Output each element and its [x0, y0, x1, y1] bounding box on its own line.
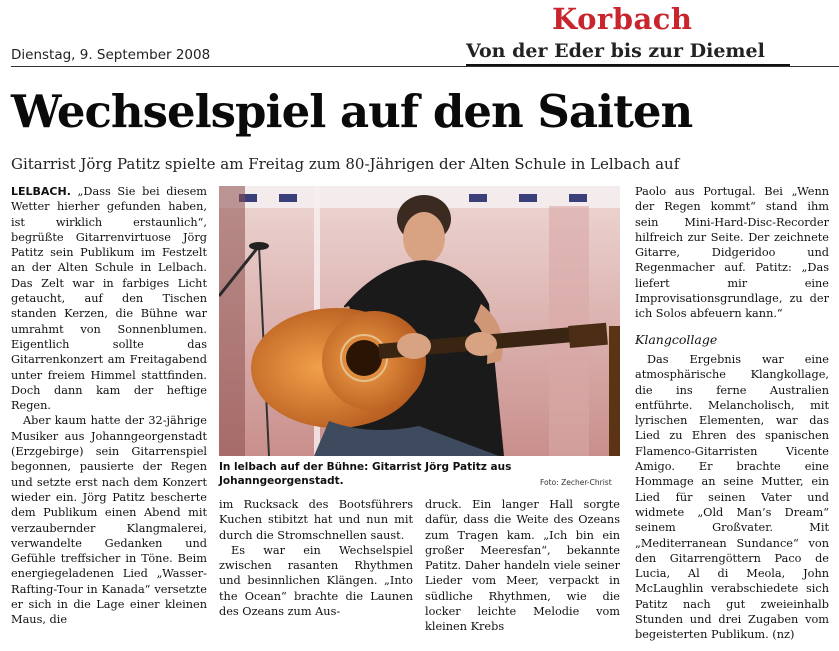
city-name: Korbach [552, 2, 693, 36]
paragraph: druck. Ein langer Hall sorgte dafür, dass die Weite des Ozeans zum Tragen kam. „Ich bin ein großer Meeresfan“, bekannte Patitz. Daher handeln viele seiner Lieder vom Meer, verpackt in südliche Rhythmen, wie die locker leichte Melodie vom kleinen Krebs [425, 498, 620, 634]
photo-credit: Foto: Zecher-Christ [540, 478, 612, 487]
paragraph: Aber kaum hatte der 32-jährige Musiker aus Johanngeorgenstadt (Erzgebirge) sein Gitarrenspiel begonnen, pausierte der Regen und setzte erst nach dem Konzert wieder ein. Jörg Patitz bescherte dem Publikum einen Abend mit verzaubernder Klangmalerei, verwandelte Gedanken und Gefühle treffsicher in Töne. Beim energiegeladenen Lied „Wasser-Rafting-Tour in Kanada“ versetzte er sich in die Lage einer kleinen Maus, die [11, 414, 207, 627]
article-column-3 [425, 497, 620, 651]
dateline: LELBACH. [11, 185, 71, 198]
header-rule [11, 66, 839, 67]
section-title: Von der Eder bis zur Diemel [466, 40, 765, 62]
article-photo [219, 186, 620, 456]
paragraph: im Rucksack des Bootsführers Kuchen stibitzt hat und nun mit durch die Stromschnellen saust. [219, 498, 413, 542]
article-subheadline: Gitarrist Jörg Patitz spielte am Freitag zum 80-Jährigen der Alten Schule in Lelbach auf [11, 155, 680, 173]
column-subheading: Klangcollage [635, 331, 718, 347]
article-headline: Wechselspiel auf den Saiten [11, 85, 693, 138]
article-column-1 [11, 184, 207, 651]
paragraph: Es war ein Wechselspiel zwischen rasanten Rhythmen und besinnlichen Klängen. „Into the Ocean“ brachte die Launen des Ozeans zum Aus- [219, 543, 413, 619]
paragraph: Paolo aus Portugal. Bei „Wenn der Regen kommt“ stand ihm sein Mini-Hard-Disc-Recorder hilfreich zur Seite. Der zeichnete Gitarre, Didgeridoo und Regenmacher auf. Patitz: „Das liefert mir eine Improvisationsgrundlage, zu der ich Solos abfeuern kann.“ [635, 185, 829, 321]
article-column-2 [219, 497, 413, 651]
guitarist-photo-illustration [219, 186, 620, 456]
article-column-4 [635, 184, 829, 651]
paragraph-text: „Dass Sie bei diesem Wetter hierher gefunden haben, ist wirklich erstaunlich“, begrüßte Gitarrenvirtuose Jörg Patitz sein Publikum im Festzelt an der Alten Schule in Lelbach. Das Zelt war in farbiges Licht getaucht, auf den Tischen standen Kerzen, die Bühne war umrahmt von Sonnenblumen. Eigentlich sollte das Gitarrenkonzert am Freitagabend unter freiem Himmel stattfinden. Doch dann kam der heftige Regen. [11, 185, 207, 413]
photo-caption: In lelbach auf der Bühne: Gitarrist Jörg Patitz aus Johanngeorgenstadt. [219, 461, 512, 487]
paragraph [11, 184, 207, 413]
publication-date: Dienstag, 9. September 2008 [11, 47, 211, 63]
paragraph: Das Ergebnis war eine atmosphärische Klangkollage, die ins ferne Australien entführte. Melancholisch, mit lyrischen Elementen, war das Lied zu Ehren des spanischen Flamenco-Gitarristen Vicente Amigo. Er brachte eine Hommage an seine Mutter, ein Lied für seinen Vater und widmete „Old Man’s Dream“ seinem Großvater. Mit „Mediterranean Sundance“ von den Gitarrengöttern Paco de Lucia, Al di Meola, John McLaughlin verabschiedete sich Patitz nach gut zweieinhalb Stunden und drei Zugaben vom begeisterten Publikum. (nz) [635, 352, 829, 642]
